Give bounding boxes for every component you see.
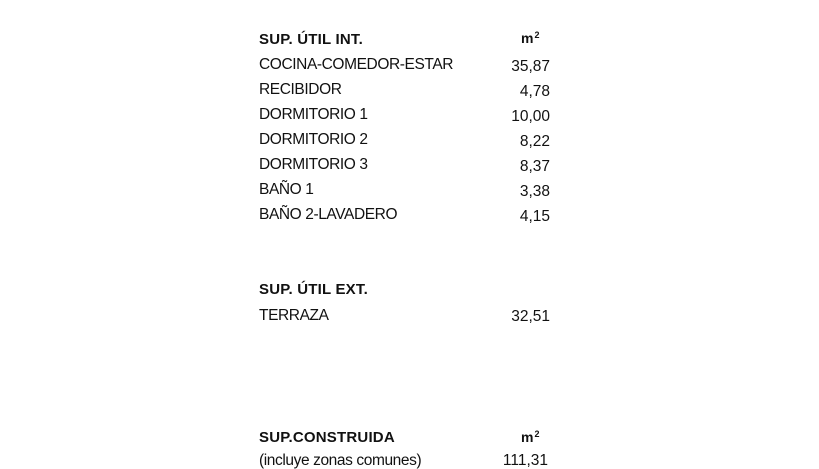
built-unit-label	[521, 430, 539, 444]
row-label-bano-1: BAÑO 1	[259, 181, 314, 198]
built-unit: m	[521, 429, 534, 445]
built-value: 111,31	[502, 452, 548, 469]
row-value-bano-2-lavadero: 4,15	[519, 208, 550, 225]
interior-heading: SUP. ÚTIL INT.	[259, 31, 363, 48]
row-label-dormitorio-2: DORMITORIO 2	[259, 131, 368, 148]
row-label-dormitorio-1: DORMITORIO 1	[259, 106, 368, 123]
row-label-recibidor: RECIBIDOR	[259, 81, 342, 98]
row-label-terraza: TERRAZA	[259, 307, 329, 324]
row-label-cocina-comedor-estar: COCINA-COMEDOR-ESTAR	[259, 56, 454, 73]
interior-unit-label	[521, 31, 539, 45]
row-value-dormitorio-3: 8,37	[519, 158, 550, 175]
exterior-heading: SUP. ÚTIL EXT.	[259, 281, 368, 298]
built-note: (incluye zonas comunes)	[259, 452, 422, 469]
row-value-recibidor: 4,78	[519, 83, 550, 100]
interior-unit-exponent: 2	[534, 30, 540, 40]
built-heading: SUP.CONSTRUIDA	[259, 429, 395, 446]
row-value-terraza: 32,51	[511, 308, 550, 325]
row-value-bano-1: 3,38	[519, 183, 550, 200]
row-value-cocina-comedor-estar: 35,87	[511, 58, 550, 75]
interior-unit: m	[521, 30, 534, 46]
row-label-dormitorio-3: DORMITORIO 3	[259, 156, 368, 173]
row-value-dormitorio-2: 8,22	[519, 133, 550, 150]
row-value-dormitorio-1: 10,00	[511, 108, 550, 125]
row-label-bano-2-lavadero: BAÑO 2-LAVADERO	[259, 206, 398, 223]
built-unit-exponent: 2	[534, 429, 540, 439]
